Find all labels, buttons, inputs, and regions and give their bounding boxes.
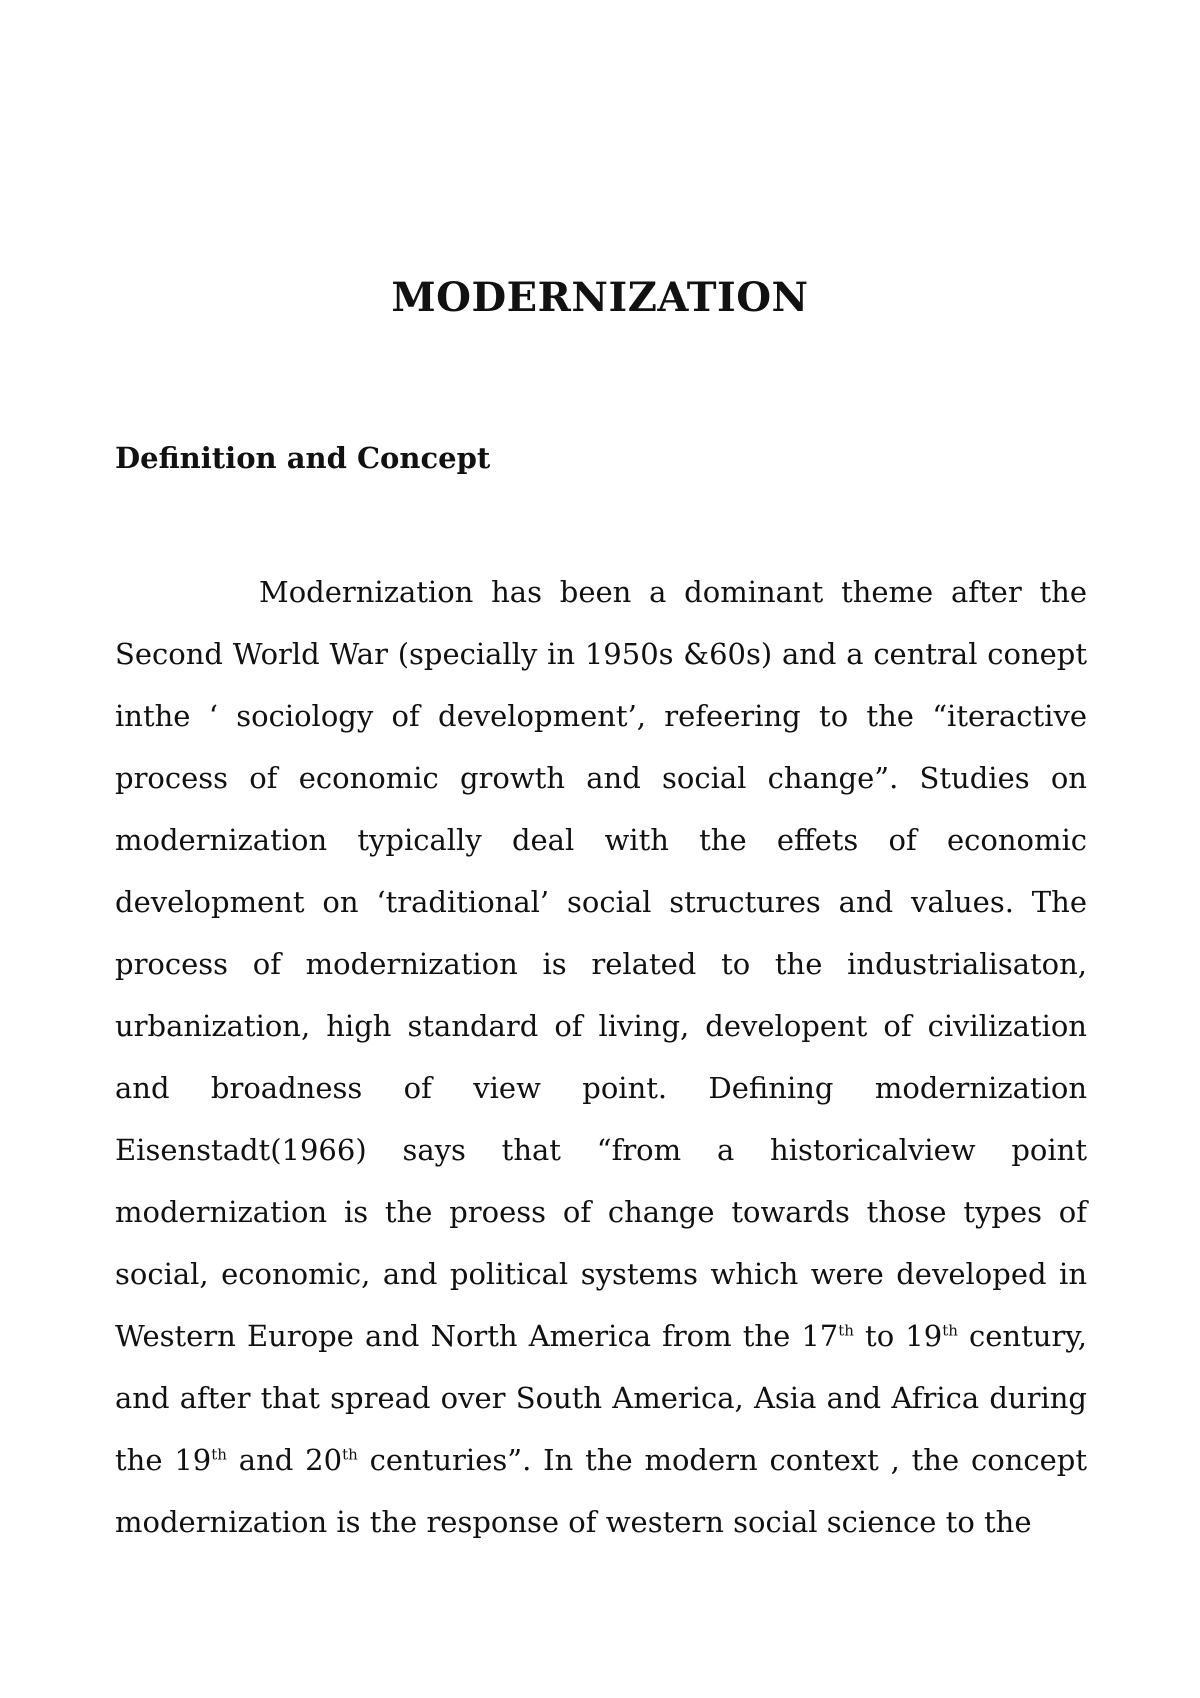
paragraph-text: century, and after that spread over South America, Asia and Africa during the 19 [115,1319,1088,1477]
paragraph-text: centuries”. In the modern context , the concept modernization is the response of western social science to the [115,1443,1087,1539]
document-title: MODERNIZATION [391,274,809,321]
paragraph-text: Modernization has been a dominant theme after the Second World War (specially in 1950s &60s) and a central conept inthe ‘ sociology of development’, refeering to the “iteractive process of economic growth and social change”. Studies on modernization typically deal with the effets of economic development on ‘traditional’ social structures and values. The process of modernization is related to the industrialisaton, urbanization, high standard of living, developent of civilization and broadness of view point. Defining modernization Eisenstadt(1966) says that “from a historicalview point modernization is the proess of change towards those types of social, economic, and political systems which were developed in Western Europe and North America from the 17 [115,575,1087,1353]
body-paragraph [115,561,1087,1553]
paragraph-text: and 20 [226,1443,343,1477]
superscript-ordinal: th [838,1321,854,1340]
superscript-ordinal: th [211,1445,227,1464]
paragraph-text: to 19 [853,1319,943,1353]
superscript-ordinal: th [342,1445,358,1464]
section-heading: Definition and Concept [115,441,491,475]
superscript-ordinal: th [942,1321,958,1340]
